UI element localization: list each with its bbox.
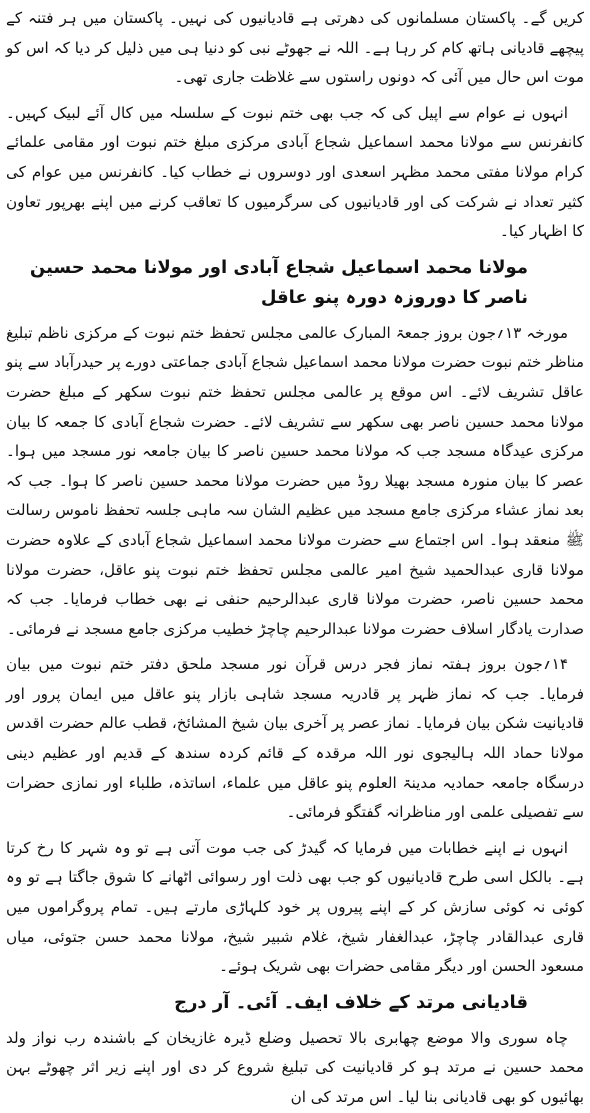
- paragraph: انہوں نے اپنے خطابات میں فرمایا کہ گیدڑ کی جب موت آتی ہے تو وہ شہر کا رخ کرتا ہے۔ بالکل اسی طرح قادیانیوں کو جب بھی ذلت اور رسوائی اٹھانے کا شوق جاگتا ہے تو وہ کوئی نہ کوئی سازش کر کے اپنے پیروں پر خود کلہاڑی مارتے ہیں۔ تمام پروگراموں میں قاری عبدالقادر چاچڑ، عبدالغفار شیخ، غلام شبیر شیخ، مولانا محمد حسن جتوئی، میاں مسعود الحسن اور دیگر مقامی حضرات بھی شریک ہوئے۔: [6, 838, 584, 976]
- paragraph: چاہ سوری والا موضع چھابری بالا تحصیل وضلع ڈیرہ غازیخان کے باشندہ رب نواز ولد محمد حسین نے مرتد ہو کر قادیانیت کی تبلیغ شروع کر دی اور اپنے زیر اثر چھوٹے بہن بھائیوں کو بھی قادیانی بنا لیا۔ اس مرتد کی ان: [6, 1028, 584, 1106]
- section-heading: قادیانی مرتد کے خلاف ایف۔ آئی۔ آر درج: [174, 991, 528, 1013]
- paragraph: ۱۴؍جون بروز ہفتہ نماز فجر درس قرآن نور مسجد ملحق دفتر ختم نبوت میں بیان فرمایا۔ جب کہ نماز ظہر پر قادریہ مسجد شاہی بازار پنو عاقل میں ایمان پرور اور قادیانیت شکن بیان فرمایا۔ نماز عصر پر آخری بیان شیخ المشائخ، قطب عالم حضرت اقدس مولانا حماد اللہ ہالیجوی نور اللہ مرقدہ کے قائم کردہ سندھ کے قدیم اور عظیم دینی درسگاہ جامعہ حمادیہ مدینۃ العلوم پنو عاقل میں علماء، اساتذہ، طلباء اور نمازی حضرات سے تفصیلی علمی اور مناظرانہ گفتگو فرمائی۔: [6, 655, 584, 822]
- paragraph: مورخہ ۱۳؍جون بروز جمعۃ المبارک عالمی مجلس تحفظ ختم نبوت کے مرکزی ناظم تبلیغ مناظر ختم نبوت حضرت مولانا محمد اسماعیل شجاع آبادی جماعتی دورے پر حیدرآباد سے پنو عاقل تشریف لائے۔ اس موقع پر عالمی مجلس تحفظ ختم نبوت سکھر کے مبلغ حضرت مولانا محمد حسین ناصر بھی سکھر سے تشریف لائے۔ حضرت شجاع آبادی کا جمعہ کا بیان مرکزی عیدگاہ مسجد جب کہ مولانا محمد حسین ناصر کا بیان جامعہ نور مسجد میں ہوا۔ عصر کا بیان منورہ مسجد بھیلا روڈ میں حضرت مولانا محمد حسین ناصر کا ہوا۔ جب کہ بعد نماز عشاء مرکزی جامع مسجد میں عظیم الشان سہ ماہی جلسہ تحفظ ناموس رسالت ﷺ منعقد ہوا۔ اس اجتماع سے حضرت مولانا محمد اسماعیل شجاع آبادی کے علاوہ حضرت مولانا قاری عبدالحمید شیخ امیر عالمی مجلس تحفظ ختم نبوت پنو عاقل، حضرت مولانا محمد حسین ناصر، حضرت مولانا قاری عبدالرحیم حنفی نے بھی خطاب فرمایا۔ جب کہ صدارت یادگار اسلاف حضرت مولانا عبدالرحیم چاچڑ خطیب مرکزی جامع مسجد نے فرمائی۔: [6, 323, 584, 638]
- paragraph: کریں گے۔ پاکستان مسلمانوں کی دھرتی ہے قادیانیوں کی نہیں۔ پاکستان میں ہر فتنہ کے پیچھے قادیانی ہاتھ کام کر رہا ہے۔ اللہ نے جھوٹے نبی کو دنیا ہی میں ذلیل کر دیا کہ اس کو موت اس حال میں آئی کہ دونوں راستوں سے غلاظت جاری تھی۔: [6, 9, 584, 87]
- paragraph: انہوں نے عوام سے اپیل کی کہ جب بھی ختم نبوت کے سلسلہ میں کال آئے لبیک کہیں۔ کانفرنس سے مولانا محمد اسماعیل شجاع آبادی مرکزی مبلغ ختم نبوت اور مقامی علمائے کرام مولانا مفتی محمد مظہر اسعدی اور دوسروں نے خطاب کیا۔ کانفرنس میں عوام کی کثیر تعداد نے شرکت کی اور قادیانیوں کی سرگرمیوں کا تعاقب کرنے میں اپنے بھرپور تعاون کا اظہار کیا۔: [6, 103, 584, 241]
- section-heading: مولانا محمد اسماعیل شجاع آبادی اور مولانا محمد حسین ناصر کا دوروزہ دورہ پنو عاقل: [29, 256, 528, 308]
